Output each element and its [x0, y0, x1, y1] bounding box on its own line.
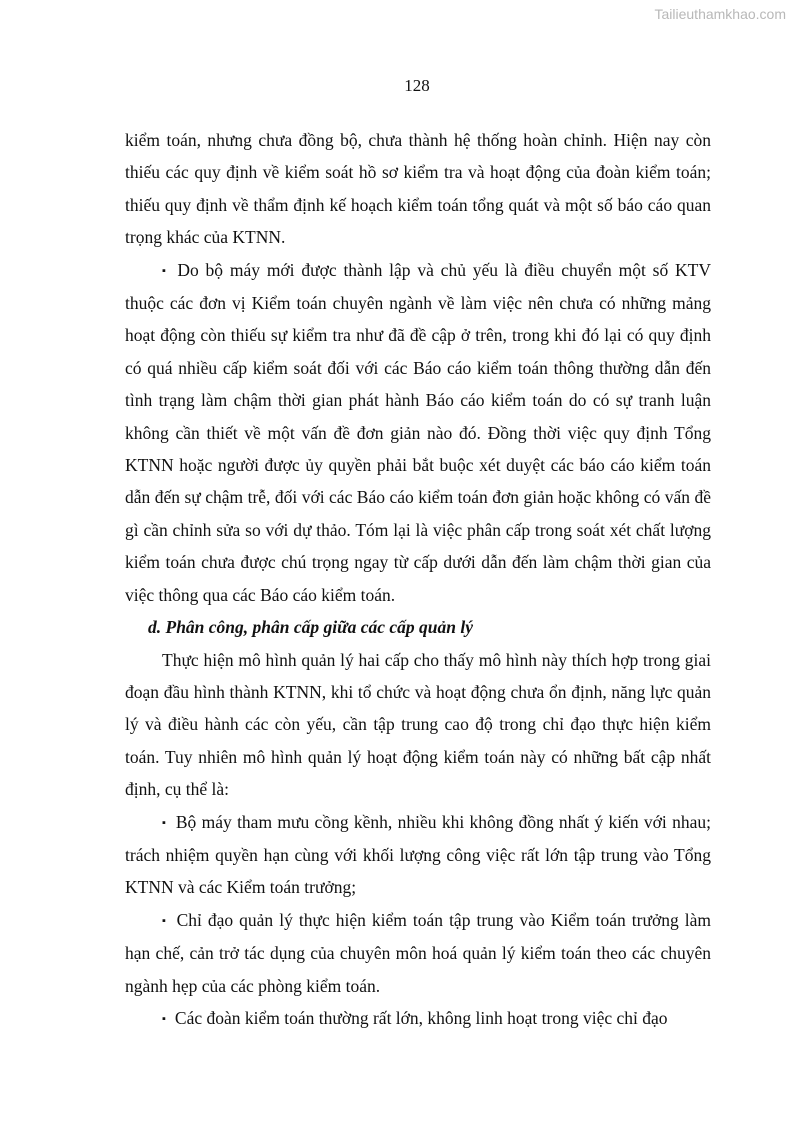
- bullet-text: Chỉ đạo quản lý thực hiện kiểm toán tập trung vào Kiểm toán trưởng làm hạn chế, cản trở tác dụng của chuyên môn hoá quản lý kiểm toán theo các chuyên ngành hẹp của các phòng kiểm toán.: [125, 909, 712, 996]
- bullet-icon: ▪: [162, 816, 167, 829]
- bullet-item: [125, 254, 711, 611]
- bullet-item: [125, 904, 711, 1002]
- document-body: [125, 124, 711, 1035]
- section-heading: d. Phân công, phân cấp giữa các cấp quản lý: [148, 617, 474, 638]
- bullet-icon: ▪: [162, 264, 169, 277]
- bullet-text: Bộ máy tham mưu cồng kềnh, nhiều khi không đồng nhất ý kiến với nhau; trách nhiệm quyền hạn cùng với khối lượng công việc rất lớn tập trung vào Tổng KTNN và các Kiểm toán trưởng;: [125, 811, 711, 898]
- bullet-item: [125, 806, 711, 904]
- bullet-item: [125, 1002, 711, 1035]
- paragraph-continuation: kiểm toán, nhưng chưa đồng bộ, chưa thành hệ thống hoàn chỉnh. Hiện nay còn thiếu các quy định về kiểm soát hồ sơ kiểm tra và hoạt động của đoàn kiểm toán; thiếu quy định về thẩm định kế hoạch kiểm toán tổng quát và một số báo cáo quan trọng khác của KTNN.: [125, 130, 711, 248]
- bullet-icon: ▪: [162, 1012, 166, 1025]
- paragraph: Thực hiện mô hình quản lý hai cấp cho thấy mô hình này thích hợp trong giai đoạn đầu hình thành KTNN, khi tổ chức và hoạt động chưa ổn định, năng lực quản lý và điều hành các còn yếu, cần tập trung cao độ trong chỉ đạo thực hiện kiểm toán. Tuy nhiên mô hình quản lý hoạt động kiểm toán này có những bất cập nhất định, cụ thể là:: [125, 649, 711, 800]
- bullet-text: Do bộ máy mới được thành lập và chủ yếu là điều chuyển một số KTV thuộc các đơn vị Kiểm toán chuyên ngành về làm việc nên chưa có những mảng hoạt động còn thiếu sự kiểm tra như đã đề cập ở trên, trong khi đó lại có quy định có quá nhiều cấp kiểm soát đối với các Báo cáo kiểm toán thông thường dẫn đến tình trạng làm chậm thời gian phát hành Báo cáo kiểm toán do có sự tranh luận không cần thiết về một vấn đề đơn giản nào đó. Đồng thời việc quy định Tổng KTNN hoặc người được ủy quyền phải bắt buộc xét duyệt các báo cáo kiểm toán dẫn đến sự chậm trễ, đối với các Báo cáo kiểm toán đơn giản hoặc không có vấn đề gì cần chỉnh sửa so với dự thảo. Tóm lại là việc phân cấp trong soát xét chất lượng kiểm toán chưa được chú trọng ngay từ cấp dưới dẫn đến làm chậm thời gian của việc thông qua các Báo cáo kiểm toán.: [125, 259, 711, 605]
- bullet-text: Các đoàn kiểm toán thường rất lớn, không linh hoạt trong việc chỉ đạo: [174, 1007, 668, 1028]
- page-number: 128: [404, 76, 430, 95]
- bullet-icon: ▪: [162, 914, 168, 927]
- watermark: Tailieuthamkhao.com: [654, 6, 786, 22]
